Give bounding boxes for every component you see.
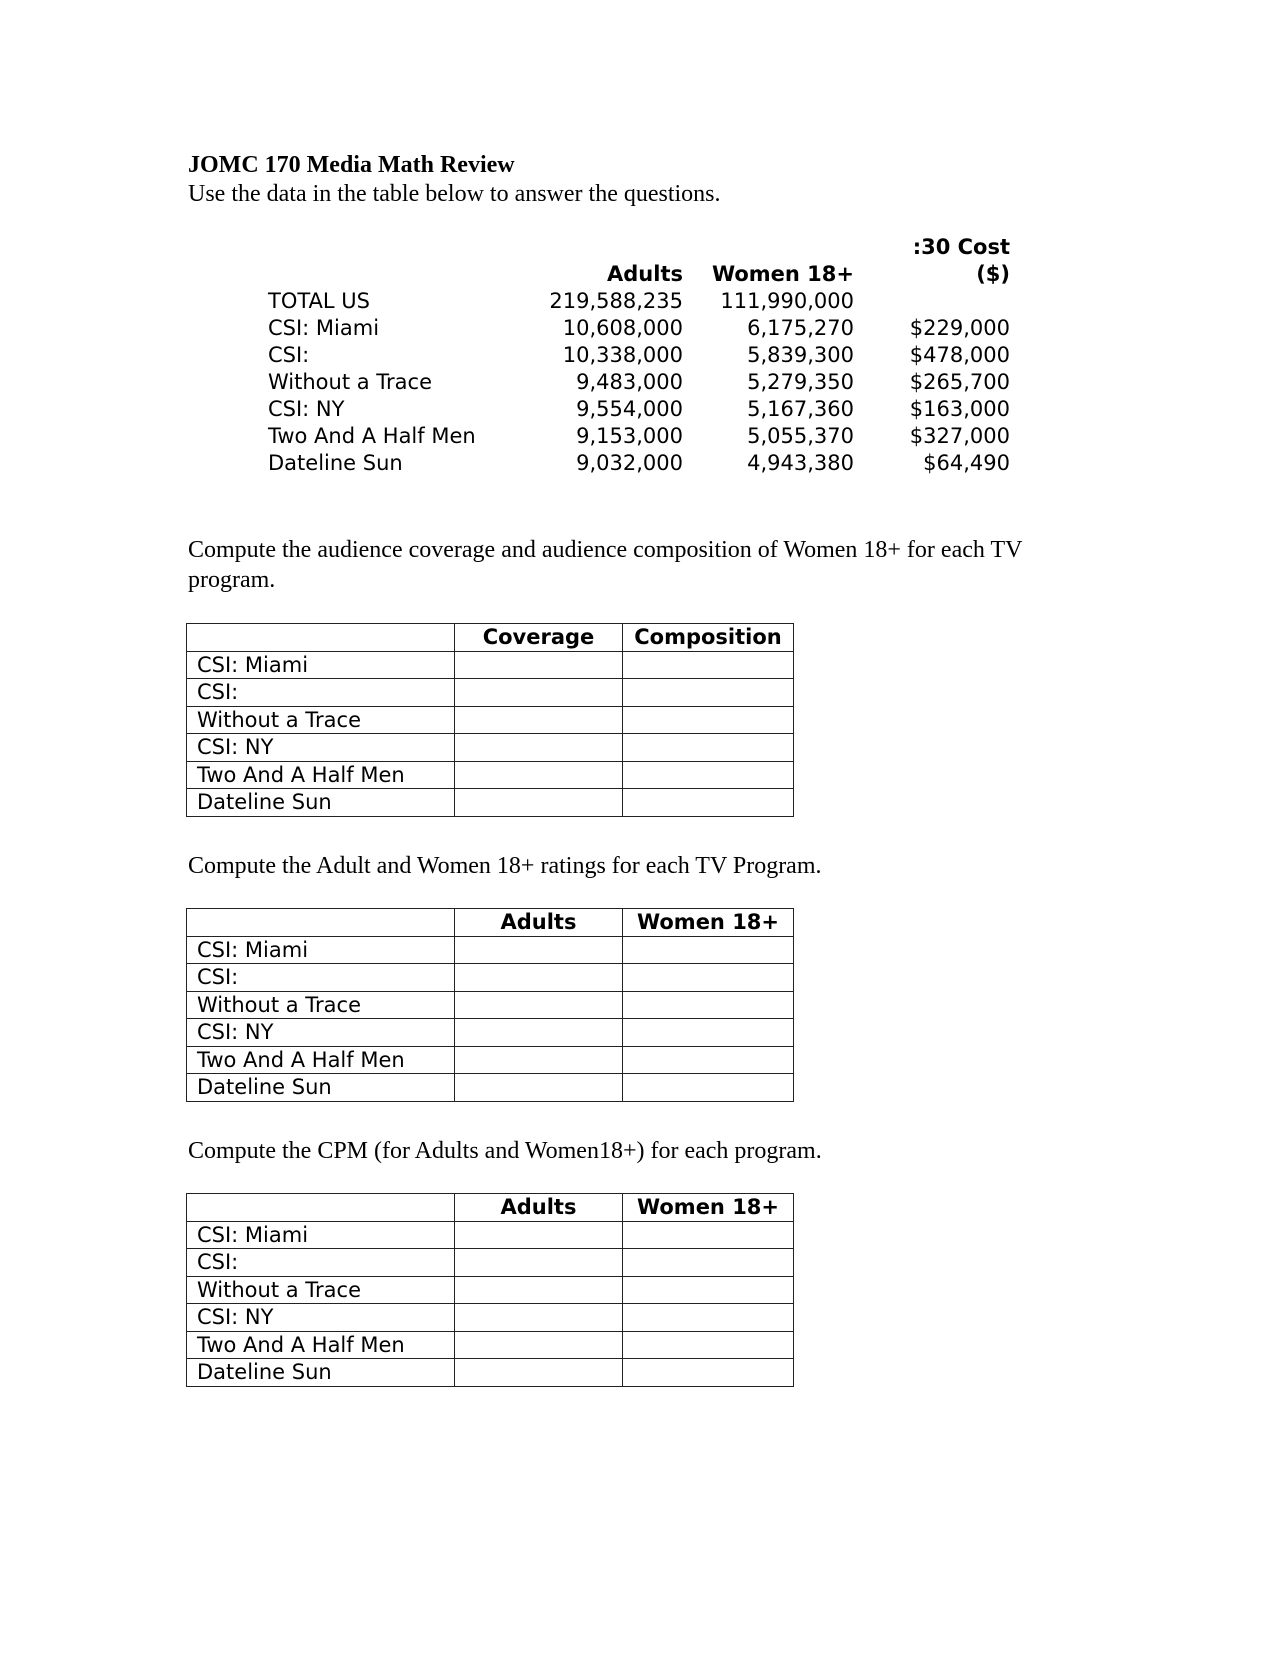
cost-value: $265,700 [909, 370, 1010, 394]
women-header: Women 18+ [711, 262, 854, 286]
table-row [187, 734, 794, 762]
women-value: 111,990,000 [720, 289, 854, 313]
program-name-cell: Dateline Sun [187, 789, 455, 817]
answer-cell[interactable] [623, 1359, 794, 1387]
program-name-cell: Without a Trace [187, 706, 455, 734]
women-header: Women 18+ [623, 909, 794, 937]
answer-cell[interactable] [623, 1074, 794, 1102]
table-row [187, 1304, 794, 1332]
blank-header-cell [187, 909, 455, 937]
program-name: TOTAL US [268, 289, 370, 313]
answer-cell[interactable] [455, 789, 623, 817]
program-name-cell: CSI: Miami [187, 936, 455, 964]
table-row [187, 706, 794, 734]
adults-value: 9,483,000 [576, 370, 683, 394]
program-name-cell: CSI: [187, 1249, 455, 1277]
program-name-cell: Dateline Sun [187, 1074, 455, 1102]
question-cpm: Compute the CPM (for Adults and Women18+) for each program. [188, 1138, 822, 1164]
adults-value: 9,153,000 [576, 424, 683, 448]
cost-header-line2: ($) [976, 262, 1010, 286]
table-row [187, 761, 794, 789]
table-header-row [187, 624, 794, 652]
source-row [268, 423, 1018, 450]
answer-cell[interactable] [623, 1019, 794, 1047]
answer-cell[interactable] [623, 706, 794, 734]
source-header-row-1 [268, 234, 1018, 261]
program-name: Dateline Sun [268, 451, 403, 475]
source-row [268, 288, 1018, 315]
program-name-cell: CSI: NY [187, 1304, 455, 1332]
answer-cell[interactable] [623, 1304, 794, 1332]
program-name-cell: Without a Trace [187, 991, 455, 1019]
cost-value: $163,000 [909, 397, 1010, 421]
table-row [187, 964, 794, 992]
women-value: 4,943,380 [747, 451, 854, 475]
table-row [187, 1249, 794, 1277]
women-value: 5,279,350 [747, 370, 854, 394]
answer-cell[interactable] [455, 679, 623, 707]
adults-value: 10,608,000 [562, 316, 683, 340]
adults-value: 9,032,000 [576, 451, 683, 475]
table-row [187, 1046, 794, 1074]
table-header-row [187, 909, 794, 937]
composition-header: Composition [623, 624, 794, 652]
program-name-cell: Dateline Sun [187, 1359, 455, 1387]
program-name-cell: CSI: Miami [187, 651, 455, 679]
source-row [268, 315, 1018, 342]
table-row [187, 991, 794, 1019]
program-name-cell: CSI: [187, 679, 455, 707]
answer-cell[interactable] [623, 1249, 794, 1277]
answer-cell[interactable] [623, 1221, 794, 1249]
answer-cell[interactable] [623, 991, 794, 1019]
answer-cell[interactable] [623, 734, 794, 762]
program-name-cell: Two And A Half Men [187, 761, 455, 789]
answer-cell[interactable] [455, 991, 623, 1019]
source-row [268, 342, 1018, 369]
blank-header-cell [187, 1194, 455, 1222]
table-row [187, 1359, 794, 1387]
women-value: 5,167,360 [747, 397, 854, 421]
answer-cell[interactable] [623, 679, 794, 707]
source-row [268, 396, 1018, 423]
program-name: Two And A Half Men [268, 424, 476, 448]
program-name: CSI: Miami [268, 316, 380, 340]
program-name-cell: Two And A Half Men [187, 1046, 455, 1074]
cost-value: $229,000 [909, 316, 1010, 340]
cost-header-line1: :30 Cost [912, 235, 1010, 259]
answer-cell[interactable] [623, 964, 794, 992]
answer-cell[interactable] [455, 1276, 623, 1304]
answer-cell[interactable] [623, 1046, 794, 1074]
source-data-table [268, 234, 1018, 477]
adults-header: Adults [455, 1194, 623, 1222]
table-row [187, 1019, 794, 1047]
table-row [187, 1276, 794, 1304]
answer-cell[interactable] [455, 1221, 623, 1249]
women-header: Women 18+ [623, 1194, 794, 1222]
page-title: JOMC 170 Media Math Review [188, 152, 515, 178]
table-row [187, 936, 794, 964]
cost-value: $478,000 [909, 343, 1010, 367]
question-coverage-composition: Compute the audience coverage and audience composition of Women 18+ for each TV program. [188, 537, 1022, 593]
program-name-cell: Without a Trace [187, 1276, 455, 1304]
answer-cell[interactable] [623, 1276, 794, 1304]
table-row [187, 651, 794, 679]
intro-text: Use the data in the table below to answer the questions. [188, 181, 721, 207]
adults-value: 10,338,000 [562, 343, 683, 367]
answer-cell[interactable] [455, 936, 623, 964]
women-value: 5,839,300 [747, 343, 854, 367]
answer-cell[interactable] [455, 761, 623, 789]
answer-cell[interactable] [455, 1304, 623, 1332]
answer-cell[interactable] [455, 651, 623, 679]
program-name-cell: CSI: Miami [187, 1221, 455, 1249]
answer-cell[interactable] [623, 761, 794, 789]
program-name: CSI: NY [268, 397, 345, 421]
women-value: 5,055,370 [747, 424, 854, 448]
table-row [187, 679, 794, 707]
adults-value: 219,588,235 [549, 289, 683, 313]
adults-value: 9,554,000 [576, 397, 683, 421]
coverage-composition-table [186, 623, 794, 817]
answer-cell[interactable] [623, 936, 794, 964]
program-name-cell: CSI: NY [187, 734, 455, 762]
table-row [187, 1331, 794, 1359]
table-row [187, 789, 794, 817]
women-value: 6,175,270 [747, 316, 854, 340]
table-header-row [187, 1194, 794, 1222]
program-name-cell: CSI: NY [187, 1019, 455, 1047]
adults-header: Adults [607, 262, 683, 286]
ratings-table [186, 908, 794, 1102]
answer-cell[interactable] [455, 964, 623, 992]
coverage-header: Coverage [455, 624, 623, 652]
source-row [268, 450, 1018, 477]
answer-cell[interactable] [455, 1331, 623, 1359]
cost-value: $327,000 [909, 424, 1010, 448]
answer-cell[interactable] [623, 789, 794, 817]
source-header-row-2 [268, 261, 1018, 288]
program-name-cell: Two And A Half Men [187, 1331, 455, 1359]
cpm-table [186, 1193, 794, 1387]
answer-cell[interactable] [455, 1249, 623, 1277]
answer-cell[interactable] [455, 1019, 623, 1047]
answer-cell[interactable] [623, 1331, 794, 1359]
answer-cell[interactable] [455, 734, 623, 762]
answer-cell[interactable] [455, 706, 623, 734]
question-ratings: Compute the Adult and Women 18+ ratings for each TV Program. [188, 853, 822, 879]
program-name: CSI: [268, 343, 310, 367]
cost-value: $64,490 [923, 451, 1010, 475]
adults-header: Adults [455, 909, 623, 937]
answer-cell[interactable] [455, 1046, 623, 1074]
answer-cell[interactable] [455, 1359, 623, 1387]
table-row [187, 1221, 794, 1249]
program-name: Without a Trace [268, 370, 433, 394]
blank-header-cell [187, 624, 455, 652]
program-name-cell: CSI: [187, 964, 455, 992]
table-row [187, 1074, 794, 1102]
source-row [268, 369, 1018, 396]
answer-cell[interactable] [455, 1074, 623, 1102]
answer-cell[interactable] [623, 651, 794, 679]
